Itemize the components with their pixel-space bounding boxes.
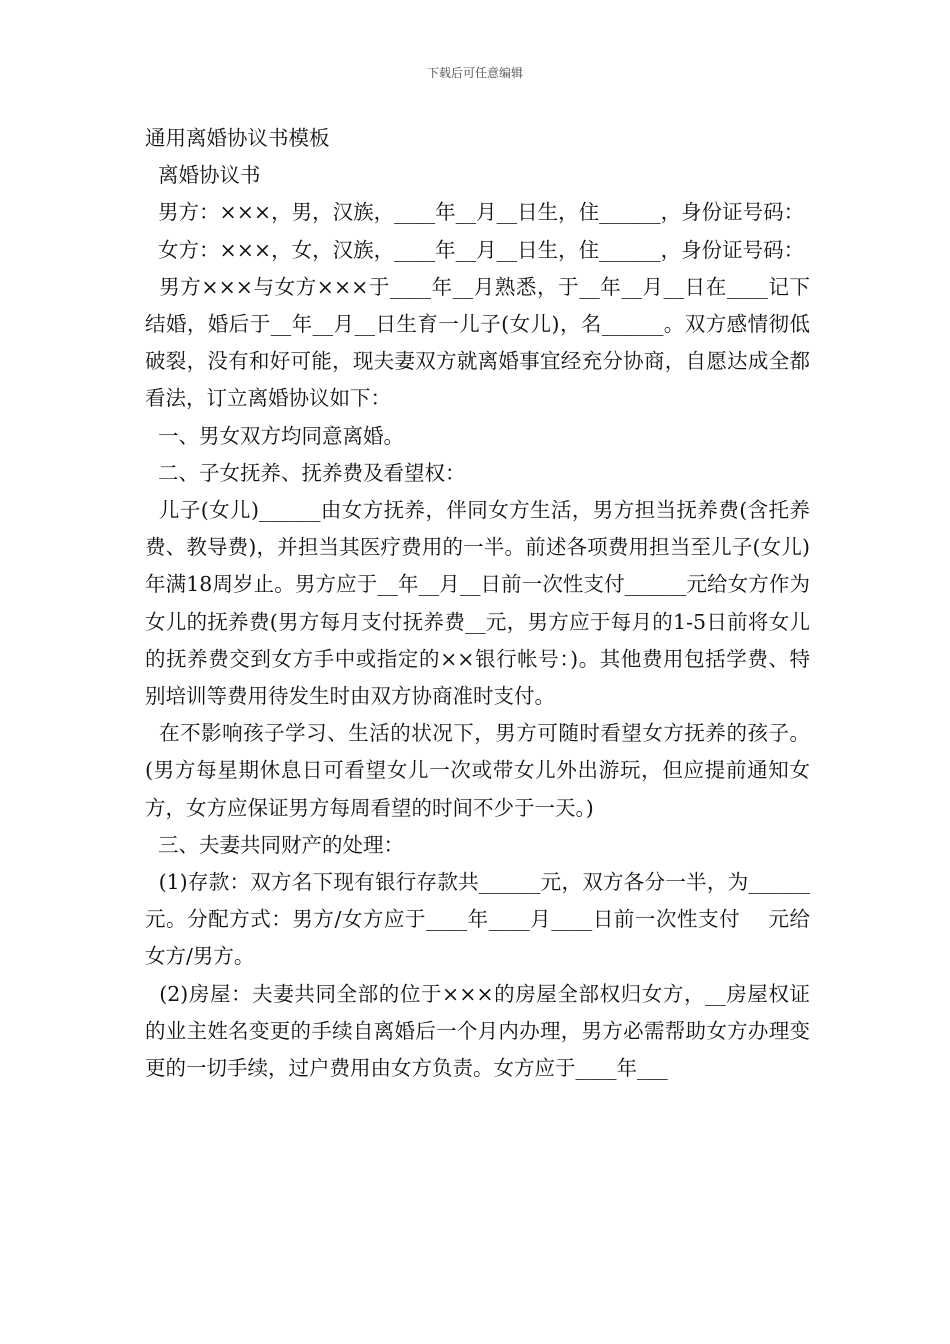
- document-body: [145, 120, 810, 1087]
- paragraph: 三、夫妻共同财产的处理：: [145, 832, 405, 857]
- paragraph: 在不影响孩子学习、生活的状况下，男方可随时看望女方抚养的孩子。(男方每星期休息日可看望女儿一次或带女儿外出游玩，但应提前通知女方，女方应保证男方每周看望的时间不少于一天。): [145, 721, 810, 820]
- paragraph: 离婚协议书: [145, 163, 261, 188]
- page-header: 下载后可任意编辑: [426, 66, 523, 80]
- paragraph: 二、子女抚养、抚养费及看望权：: [145, 460, 466, 485]
- paragraph: 一、男女双方均同意离婚。: [145, 423, 405, 448]
- paragraph: 男方×××与女方×××于____年__月熟悉，于__年__月__日在____记下结婚，婚后于__年__月__日生育一儿子(女儿)，名______。双方感情彻低破裂，没有和好可能，现夫妻双方就离婚事宜经充分协商，自愿达成全都看法，订立离婚协议如下：: [145, 274, 810, 411]
- paragraph: (2)房屋：夫妻共同全部的位于×××的房屋全部权归女方，__房屋权证的业主姓名变更的手续自离婚后一个月内办理，男方必需帮助女方办理变更的一切手续，过户费用由女方负责。女方应于____年___: [145, 981, 810, 1081]
- doc-title: 通用离婚协议书模板: [145, 126, 330, 150]
- paragraph: 女方：×××，女，汉族，____年__月__日生，住______，身份证号码：: [145, 237, 805, 262]
- paragraph: 儿子(女儿)______由女方抚养，伴同女方生活，男方担当抚养费(含托养费、教导费)，并担当其医疗费用的一半。前述各项费用担当至儿子(女儿)年满18周岁止。男方应于__年__月__日前一次性支付______元给女方作为女儿的抚养费(男方每月支付抚养费__元，男方应于每月的1-5日前将女儿的抚养费交到女方手中或指定的××银行帐号：)。其他费用包括学费、特别培训等费用待发生时由双方协商准时支付。: [145, 498, 810, 709]
- paragraph: 男方：×××，男，汉族，____年__月__日生，住______，身份证号码：: [145, 200, 805, 225]
- paragraph: (1)存款：双方名下现有银行存款共______元，双方各分一半，为______元。分配方式：男方/女方应于____年____月____日前一次性支付 元给女方/男方。: [145, 870, 810, 969]
